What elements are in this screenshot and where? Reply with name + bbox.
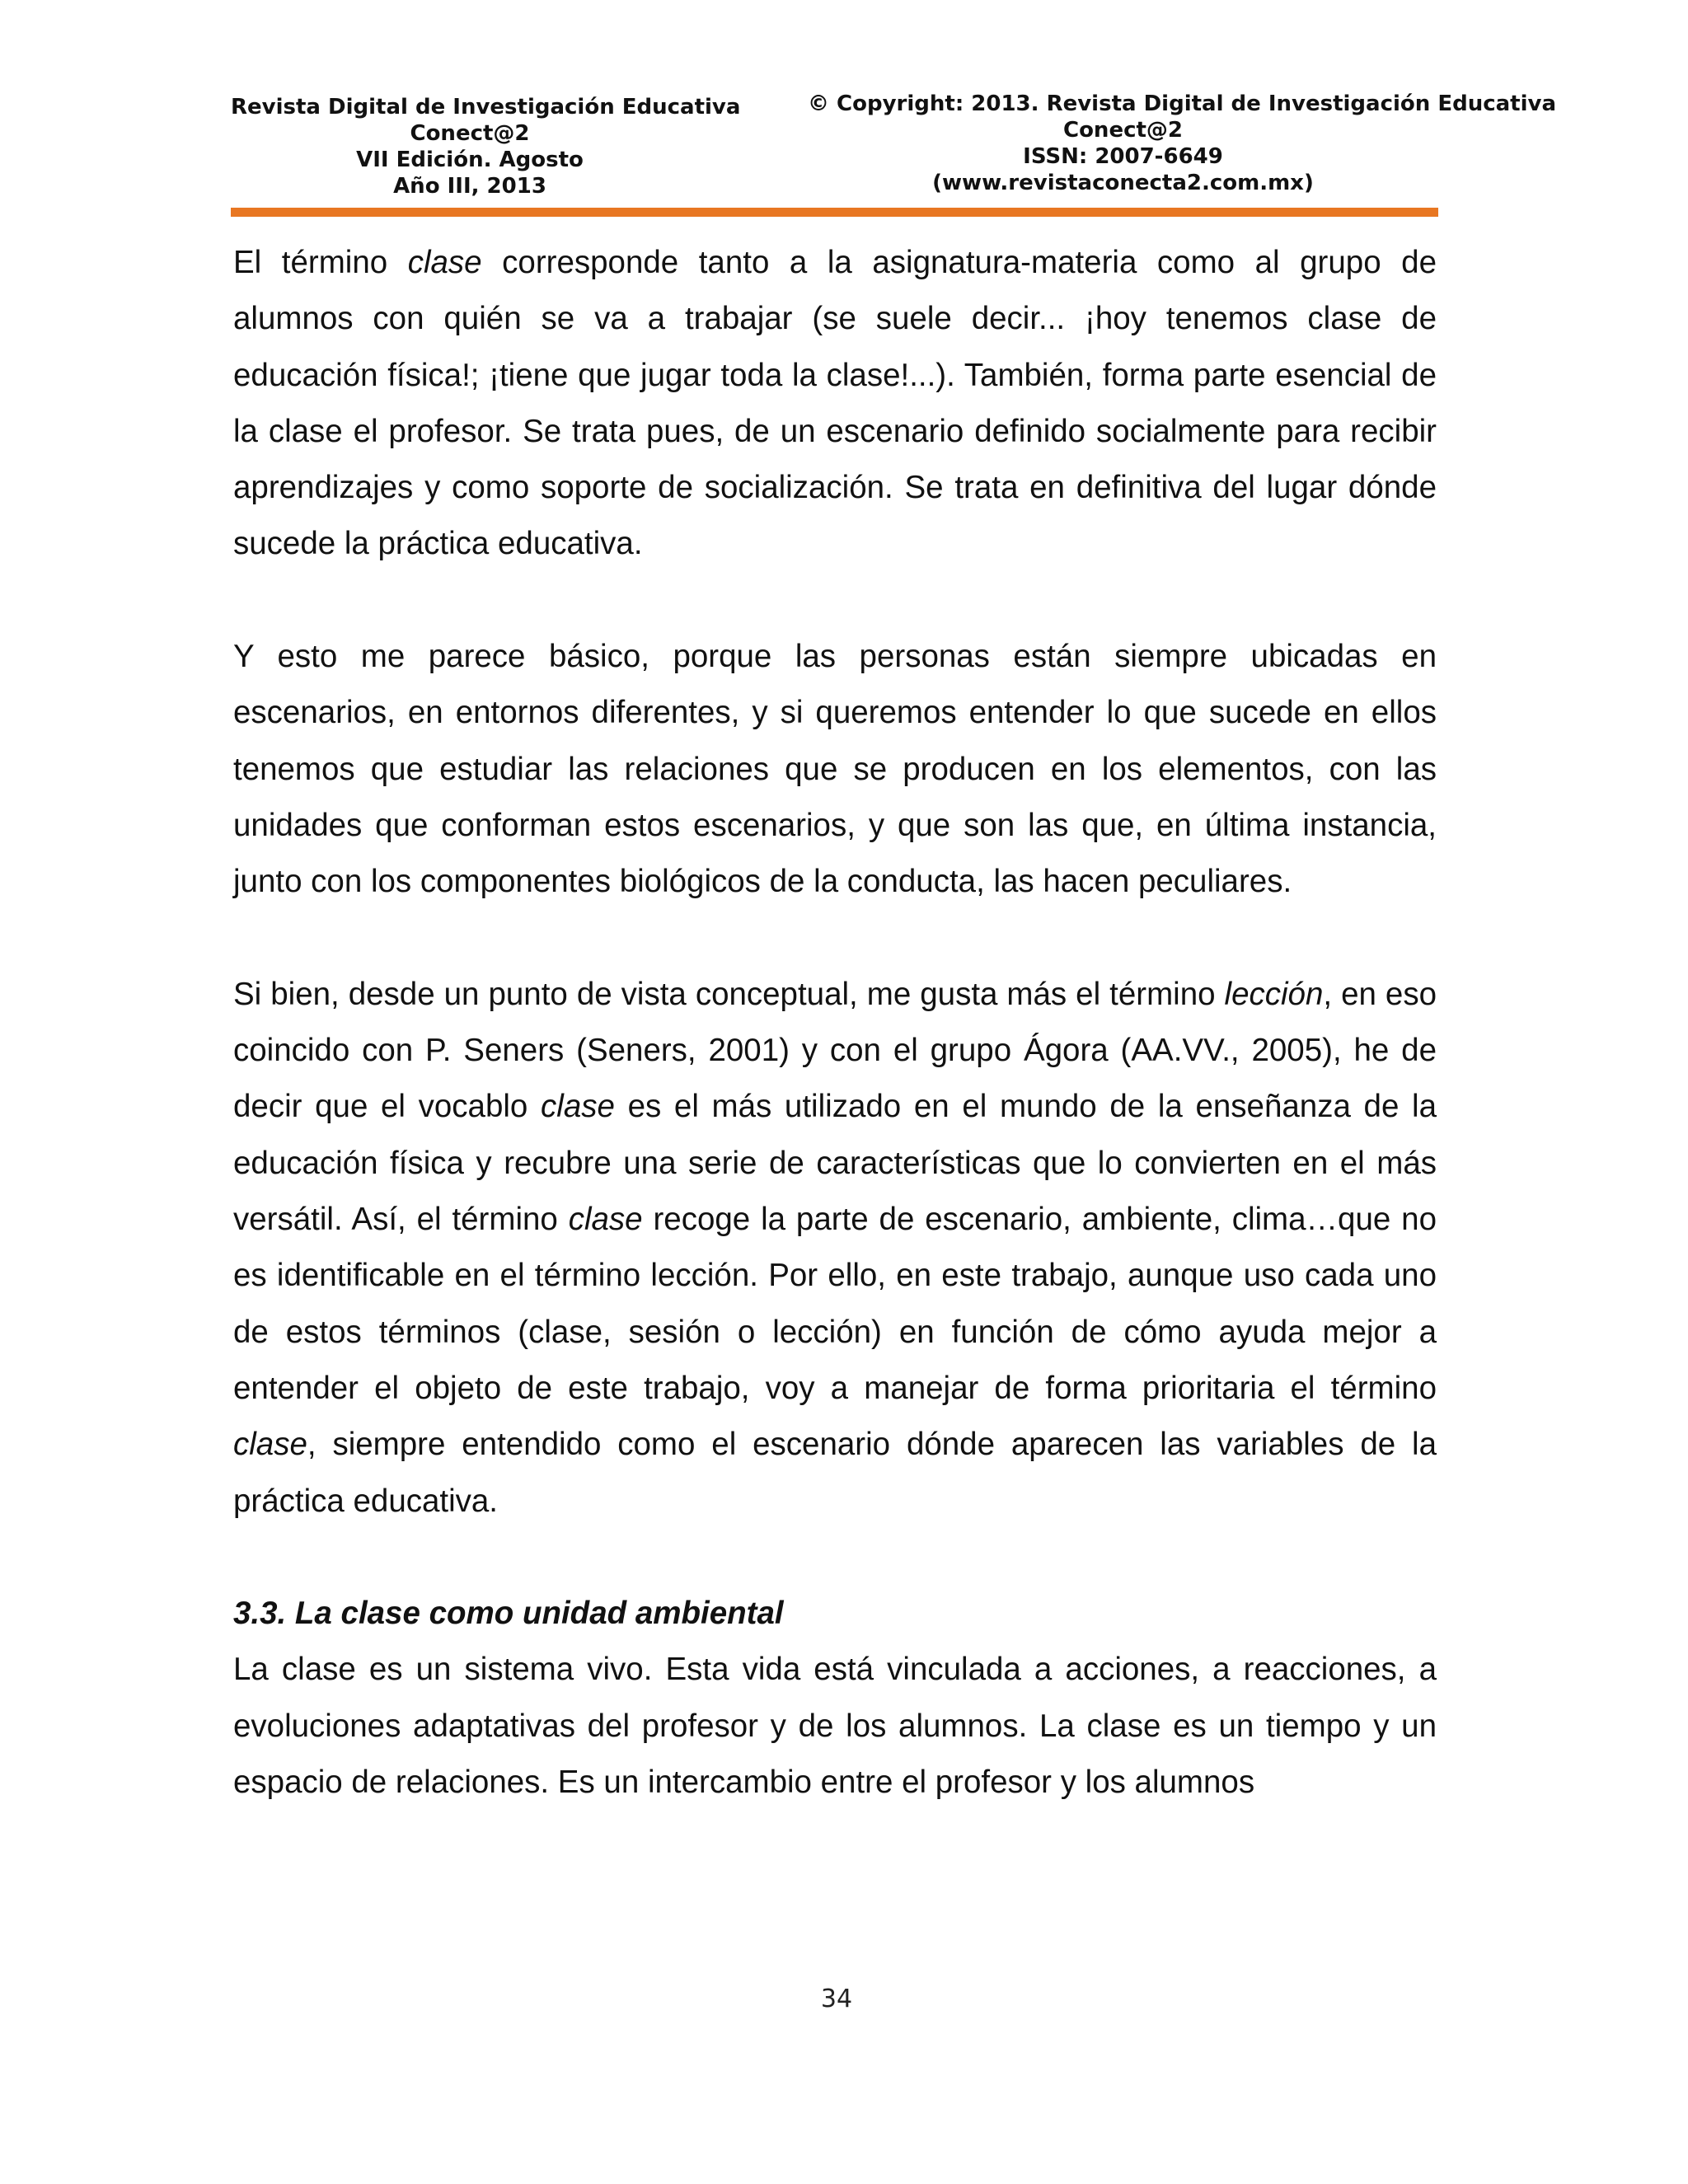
text-run: corresponde tanto a la asignatura-materia como al grupo de alumnos con quién se va a trabajar (se suele decir... ¡hoy tenemos clase de educación física!; ¡tiene que jugar toda la clase!...). También, forma parte esencial de la clase el profesor. Se trata pues, de un escenario definido socialmente para recibir aprendizajes y como soporte de socialización. Se trata en definitiva del lugar dónde sucede la práctica educativa. [233,245,1437,562]
text-run: , siempre entendido como el escenario dónde aparecen las variables de la práctica educativa. [233,1427,1437,1519]
paragraph [233,235,1437,573]
text-run: El término [233,245,408,280]
italic-term: clase [233,1427,307,1463]
text-run: , en eso coincido con P. Seners (Seners, 2001) y con el grupo Ágora (AA.VV., 2005), he de decir que el vocablo [233,976,1437,1125]
italic-term: clase [568,1202,643,1238]
copyright-journal-name: Conect@2 [1062,118,1184,143]
text-run: Si bien, desde un punto de vista conceptual, me gusta más el término [233,976,1225,1012]
header-divider [231,208,1438,217]
italic-term: clase [407,245,482,280]
copyright-line: © Copyright: 2013. Revista Digital de Investigación Educativa [808,91,1557,116]
paragraph [233,967,1437,1530]
page-header [231,91,1557,206]
paragraph: Y esto me parece básico, porque las personas están siempre ubicadas en escenarios, en entornos diferentes, y si queremos entender lo que sucede en ellos tenemos que estudiar las relaciones que se producen en los elementos, con las unidades que conforman estos escenarios, y que son las que, en última instancia, junto con los componentes biológicos de la conducta, las hacen peculiares. [233,639,1437,900]
year-label: Año III, 2013 [393,174,546,199]
journal-name: Conect@2 [410,121,530,146]
text-run: es el más utilizado en el mundo de la enseñanza de la educación física y recubre una serie de características que lo convierten en el más versátil. Así, el término [233,1089,1437,1238]
paragraph: La clase es un sistema vivo. Esta vida está vinculada a acciones, a reacciones, a evoluciones adaptativas del profesor y de los alumnos. La clase es un tiempo y un espacio de relaciones. Es un intercambio entre el profesor y los alumnos [233,1652,1437,1801]
italic-term: clase [541,1089,615,1125]
page-number: 34 [820,1985,853,2013]
article-body [233,235,1437,1811]
section-heading: 3.3. La clase como unidad ambiental [233,1596,784,1632]
issn-label: ISSN: 2007-6649 [1023,144,1223,169]
text-run: recoge la parte de escenario, ambiente, clima…que no es identificable en el término lección. Por ello, en este trabajo, aunque uso cada uno de estos términos (clase, sesión o lección) en función de cómo ayuda mejor a entender el objeto de este trabajo, voy a manejar de forma prioritaria el término [233,1202,1437,1406]
italic-term: lección [1224,976,1324,1012]
paragraph-gap [233,573,1437,629]
paragraph-gap [233,911,1437,967]
website-url: (www.revistaconecta2.com.mx) [932,171,1314,195]
edition-label: VII Edición. Agosto [356,148,584,172]
journal-title: Revista Digital de Investigación Educativa [231,95,741,120]
paragraph-gap [233,1530,1437,1586]
